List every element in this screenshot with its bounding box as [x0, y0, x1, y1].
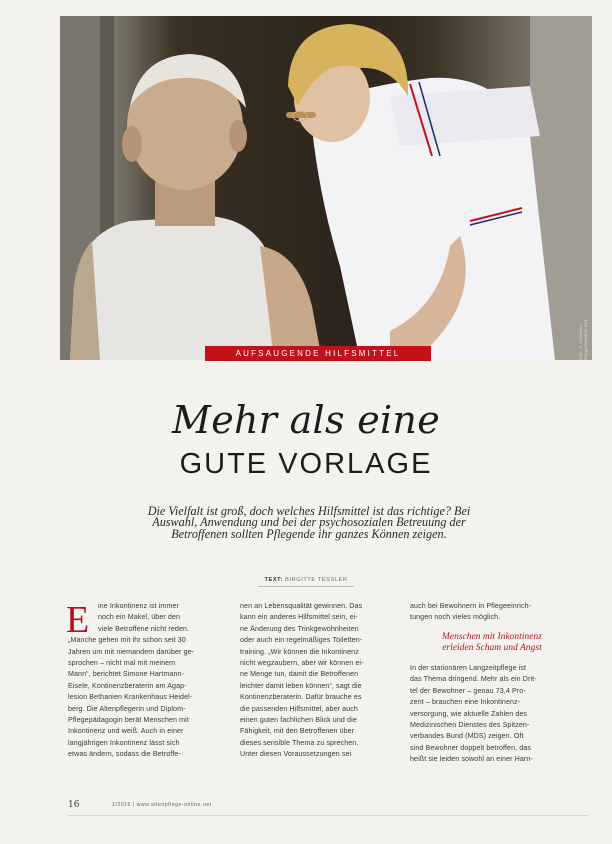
body-line: die passenden Hilfsmittel, aber auch — [240, 704, 358, 713]
lead-line: Betroffenen sollten Pflegende ihr ganzes Können zeigen. — [171, 526, 447, 541]
body-line: Medizinischen Dienstes des Spitzen- — [410, 720, 530, 729]
body-line: noch ein Makel, über den — [98, 613, 181, 622]
subheading-pull-quote — [410, 632, 574, 655]
body-line: Jahren um mit niemandem darüber ge- — [68, 647, 195, 656]
body-line: dieses sensible Thema zu sprechen. — [240, 738, 359, 747]
body-line: oder auch ein regelmäßiges Toiletten- — [240, 636, 363, 645]
drop-cap: E — [66, 599, 90, 641]
body-line: Pflegepädagogin berät Menschen mit — [68, 715, 189, 724]
body-line: training. „Wir können die Inkontinenz — [240, 647, 359, 656]
body-line: verbandes Bund (MDS) zeigen. Oft — [410, 732, 524, 741]
body-line: tel der Bewohner – genau 73,4 Pro- — [410, 686, 526, 695]
body-line: lesion Bethanien Krankenhaus Heidel- — [68, 693, 193, 702]
body-line: nicht wegzaubern, aber wir können ei- — [240, 658, 364, 667]
text-column-1 — [68, 601, 232, 760]
body-line: Fähigkeit, mit den Betroffenen über — [240, 727, 355, 736]
author-label: TEXT: — [264, 577, 284, 583]
body-line: langjährigen Inkontinenz lässt sich — [68, 738, 180, 747]
body-line: Unter diesen Voraussetzungen sei — [240, 750, 352, 759]
body-line: leichter damit leben können“, sagt die — [240, 681, 362, 690]
body-line: versorgung, wie aktuelle Zahlen des — [410, 709, 528, 718]
text-column-3 — [410, 601, 574, 765]
body-line: Eisele, Kontinenzberaterin am Agap- — [68, 681, 187, 690]
body-line: zent – brauchen eine Inkontinenz- — [410, 698, 521, 707]
body-line: tungen noch vieles möglich. — [410, 613, 501, 622]
body-line: viele Betroffene nicht reden. — [98, 624, 190, 633]
body-line: In der stationären Langzeitpflege ist — [410, 663, 527, 672]
body-line: sprochen – nicht mal mit meinem — [68, 658, 176, 667]
body-line: Inkontinenz und weiß: Auch in einer — [68, 727, 184, 736]
hero-photo — [60, 16, 592, 360]
section-kicker: AUFSAUGENDE HILFSMITTEL — [205, 346, 431, 361]
body-line: nen an Lebensqualität gewinnen. Das — [240, 602, 363, 610]
body-line: etwas ändern, sodass die Betroffe- — [68, 750, 181, 759]
photo-credit: Foto: A. Hoffmann; Pflegehilfsmittel-Bild — [578, 319, 588, 360]
footer-rule — [68, 815, 588, 816]
headline-caps: GUTE VORLAGE — [179, 448, 433, 480]
page-number: 16 — [68, 800, 80, 810]
text-column-2 — [240, 601, 404, 760]
pull-quote-line: Menschen mit Inkontinenz — [442, 631, 542, 642]
body-line: auch bei Bewohnern in Pflegeeinrich- — [410, 602, 532, 610]
body-line: ine Inkontinenz ist immer — [98, 602, 179, 610]
body-line: berg. Die Altenpflegerin und Diplom- — [68, 704, 186, 713]
author-byline — [0, 577, 612, 583]
body-line: das Thema dringend. Mehr als ein Drit- — [410, 675, 537, 684]
body-line: kann ein anderes Hilfsmittel sein, ei- — [240, 613, 358, 622]
pull-quote-line: erleiden Scham und Angst — [442, 643, 542, 654]
body-line: Kontinenzberaterin. Dafür brauche es — [240, 693, 362, 702]
byline-rule — [258, 586, 354, 587]
body-line: „Manche gehen mit ihr schon seit 30 — [68, 636, 186, 645]
body-line: sind Bewohner doppelt betroffen, das — [410, 743, 531, 752]
body-line: Mann“, berichtet Simone Hartmann- — [68, 670, 185, 679]
lead-paragraph — [122, 502, 496, 541]
body-line: einen guten fachlichen Blick und die — [240, 715, 357, 724]
author-name: BIRGITTE TESSLER — [285, 577, 348, 583]
body-line: heißt sie leiden sowohl an einer Harn- — [410, 755, 533, 764]
headline-italic: Mehr als eine — [171, 398, 440, 442]
body-line: ne Menge tun, damit die Betroffenen — [240, 670, 359, 679]
lead-line: Auswahl, Anwendung und bei der psychosozialen Betreuung der — [152, 515, 466, 530]
footer-issue-url: 1/2016 | www.altenpflege-online.net — [112, 802, 212, 808]
body-line: ne Änderung des Trinkgewohnheiten — [240, 624, 359, 633]
hero-photo-illustration — [60, 16, 592, 360]
lead-line: Die Vielfalt ist groß, doch welches Hilfsmittel ist das richtige? Bei — [147, 504, 471, 518]
